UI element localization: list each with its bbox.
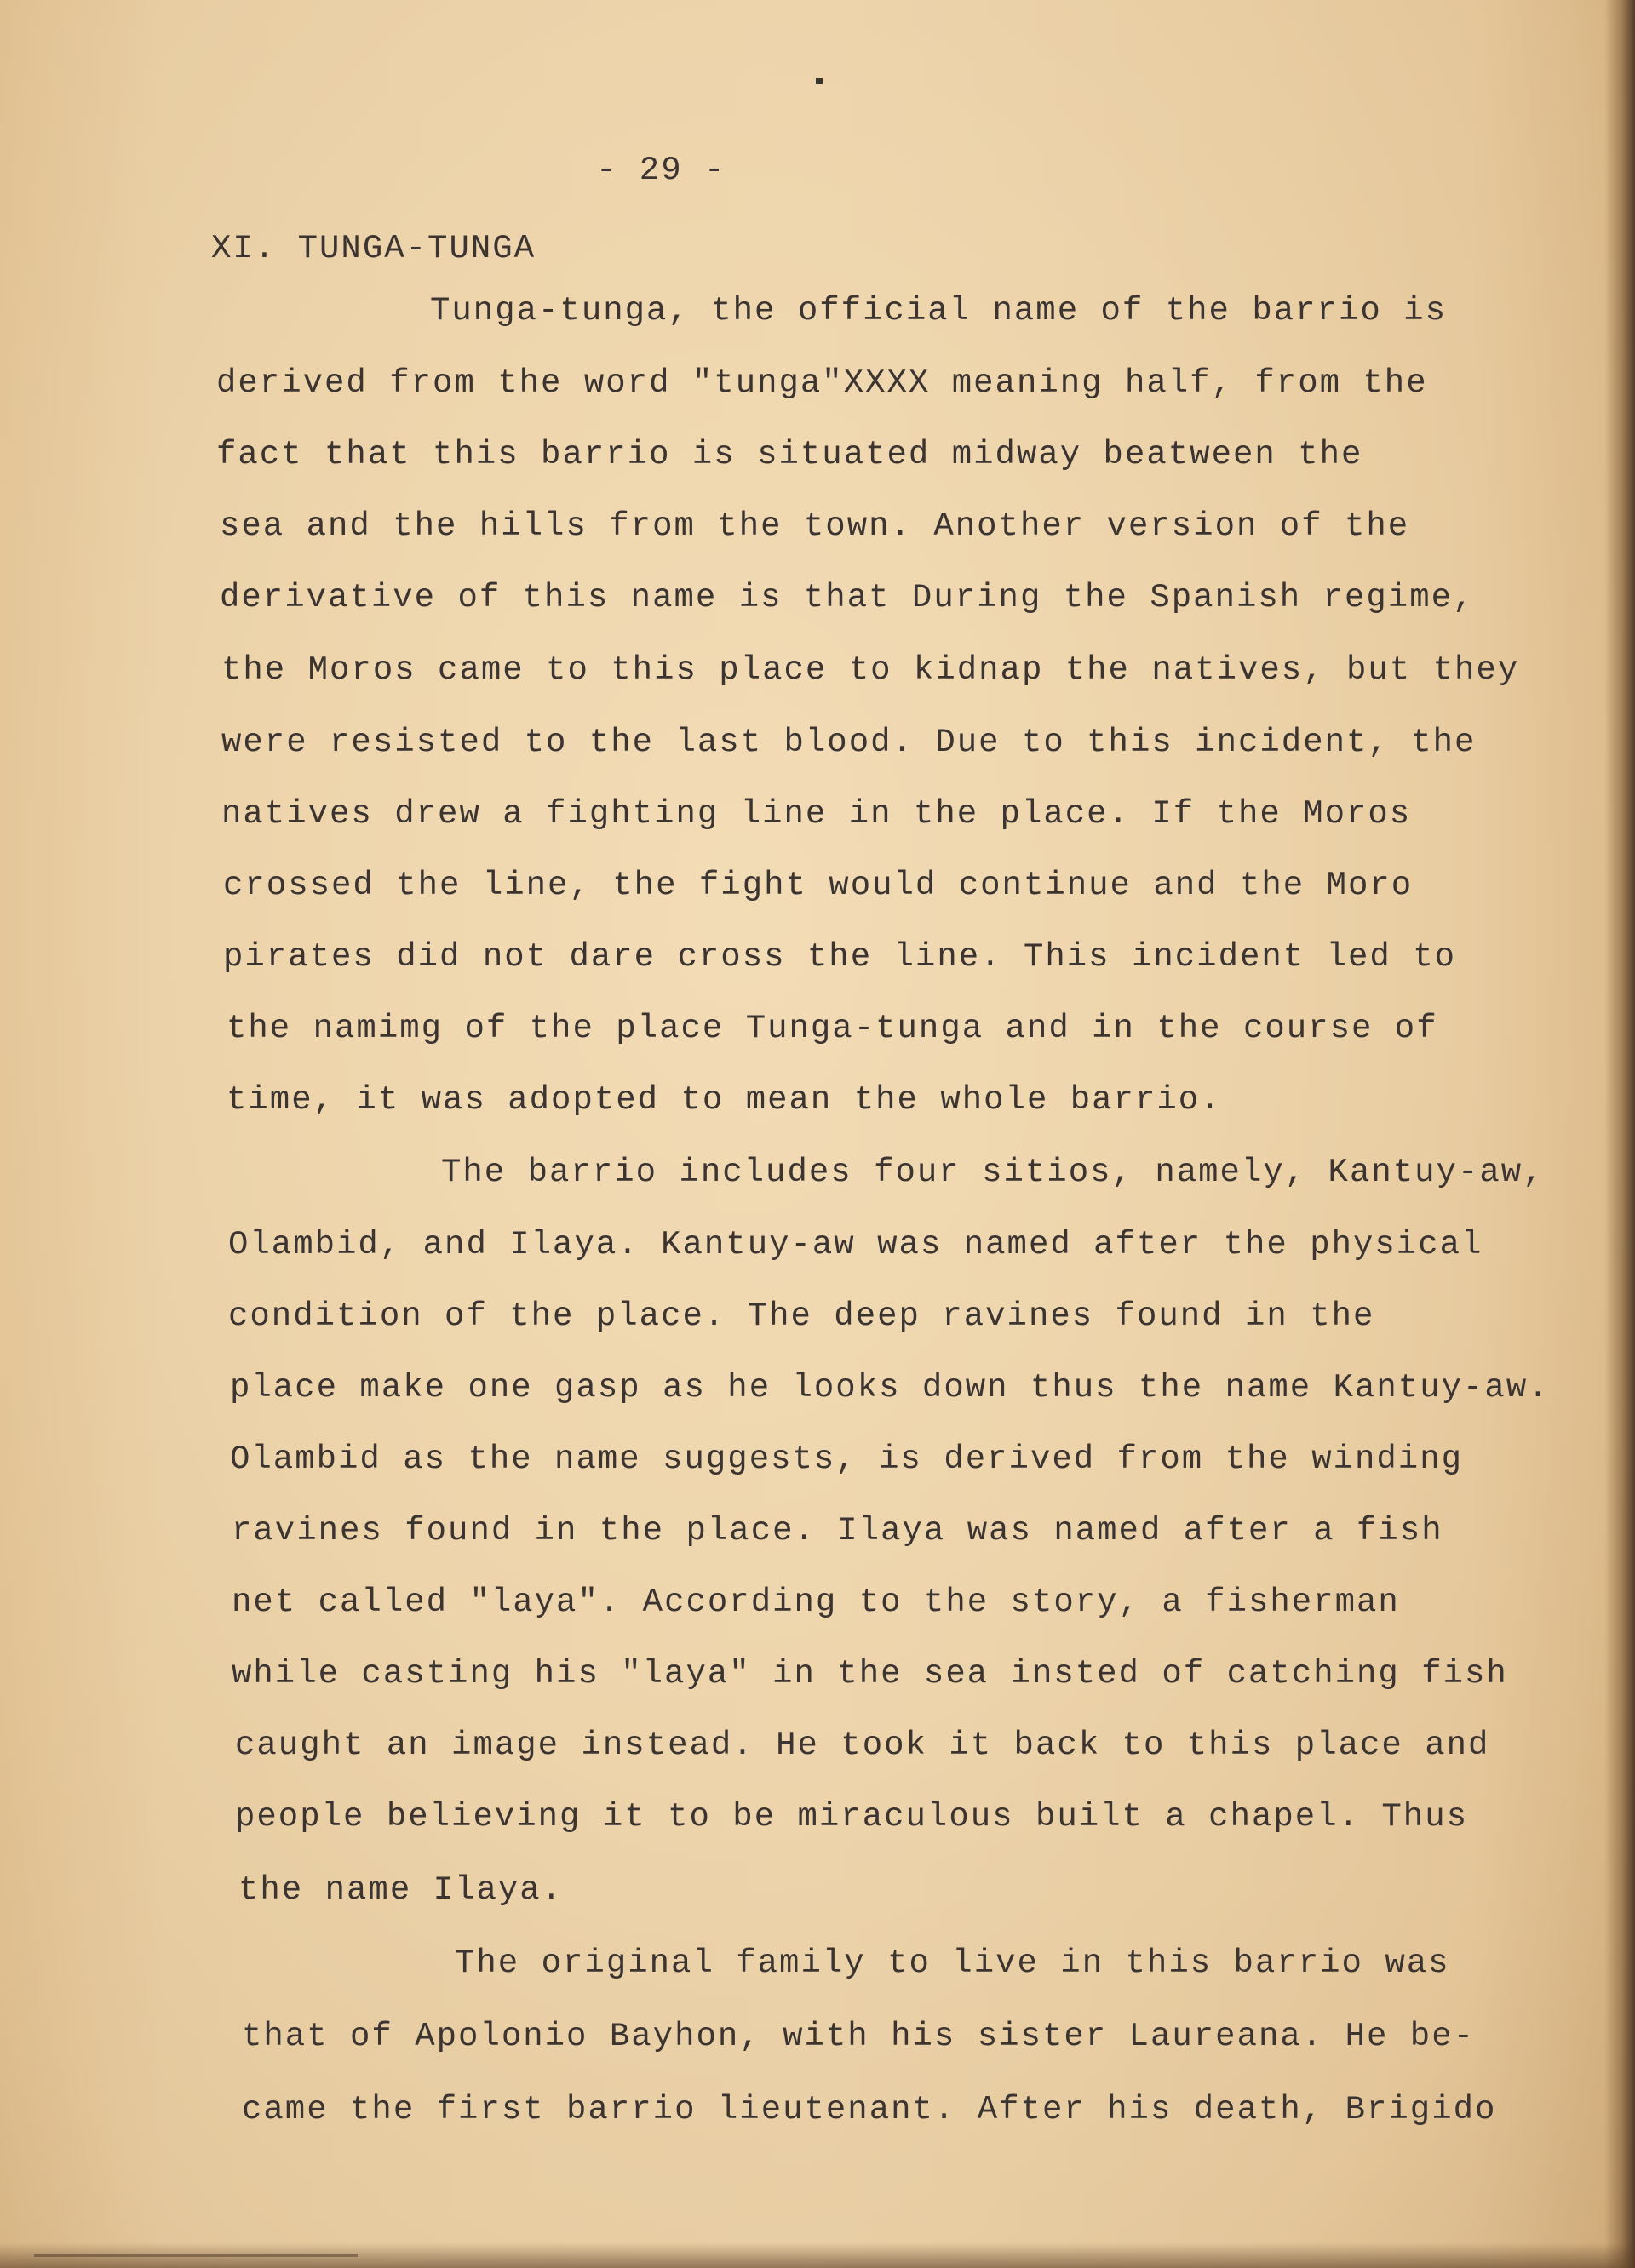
- body-line: were resisted to the last blood. Due to this incident, the: [221, 724, 1477, 761]
- body-line: crossed the line, the fight would continue and the Moro: [223, 867, 1414, 904]
- body-line: natives drew a fighting line in the place. If the Moros: [221, 795, 1412, 833]
- body-line: time, it was adopted to mean the whole barrio.: [227, 1081, 1222, 1119]
- body-line: people believing it to be miraculous built a chapel. Thus: [235, 1798, 1469, 1836]
- page-number: - 29 -: [596, 152, 726, 189]
- body-line: The original family to live in this barrio was: [455, 1944, 1450, 1982]
- body-line: that of Apolonio Bayhon, with his sister Laureana. He be-: [242, 2018, 1476, 2055]
- body-line: came the first barrio lieutenant. After his death, Brigido: [242, 2091, 1497, 2128]
- body-line: condition of the place. The deep ravines found in the: [228, 1297, 1375, 1335]
- body-line: ravines found in the place. Ilaya was named after a fish: [232, 1512, 1443, 1549]
- body-line: while casting his "laya" in the sea insted of catching fish: [232, 1655, 1508, 1692]
- body-line: the name Ilaya.: [238, 1871, 564, 1909]
- body-line: pirates did not dare cross the line. This incident led to: [223, 938, 1457, 976]
- body-line: The barrio includes four sitios, namely, Kantuy-aw,: [441, 1154, 1545, 1191]
- page-edge-shadow: [1604, 0, 1635, 2268]
- body-line: Olambid, and Ilaya. Kantuy-aw was named after the physical: [228, 1226, 1483, 1263]
- body-line: the Moros came to this place to kidnap the natives, but they: [221, 651, 1520, 689]
- section-heading: XI. TUNGA-TUNGA: [211, 230, 536, 267]
- page-bottom-shadow: [0, 2242, 1635, 2268]
- body-line: sea and the hills from the town. Another version of the: [220, 507, 1410, 545]
- ink-speck: [816, 78, 823, 84]
- body-line: caught an image instead. He took it back to this place and: [235, 1727, 1490, 1764]
- body-line: derived from the word "tunga"XXXX meaning half, from the: [216, 364, 1428, 402]
- body-line: place make one gasp as he looks down thus the name Kantuy-aw.: [230, 1369, 1550, 1406]
- body-line: fact that this barrio is situated midway beatween the: [216, 436, 1363, 473]
- body-line: net called "laya". According to the story, a fisherman: [232, 1584, 1400, 1621]
- body-line: Tunga-tunga, the official name of the barrio is: [430, 292, 1447, 329]
- body-line: the namimg of the place Tunga-tunga and in the course of: [227, 1010, 1438, 1047]
- body-line: Olambid as the name suggests, is derived from the winding: [230, 1440, 1464, 1478]
- body-line: derivative of this name is that During the Spanish regime,: [220, 579, 1475, 616]
